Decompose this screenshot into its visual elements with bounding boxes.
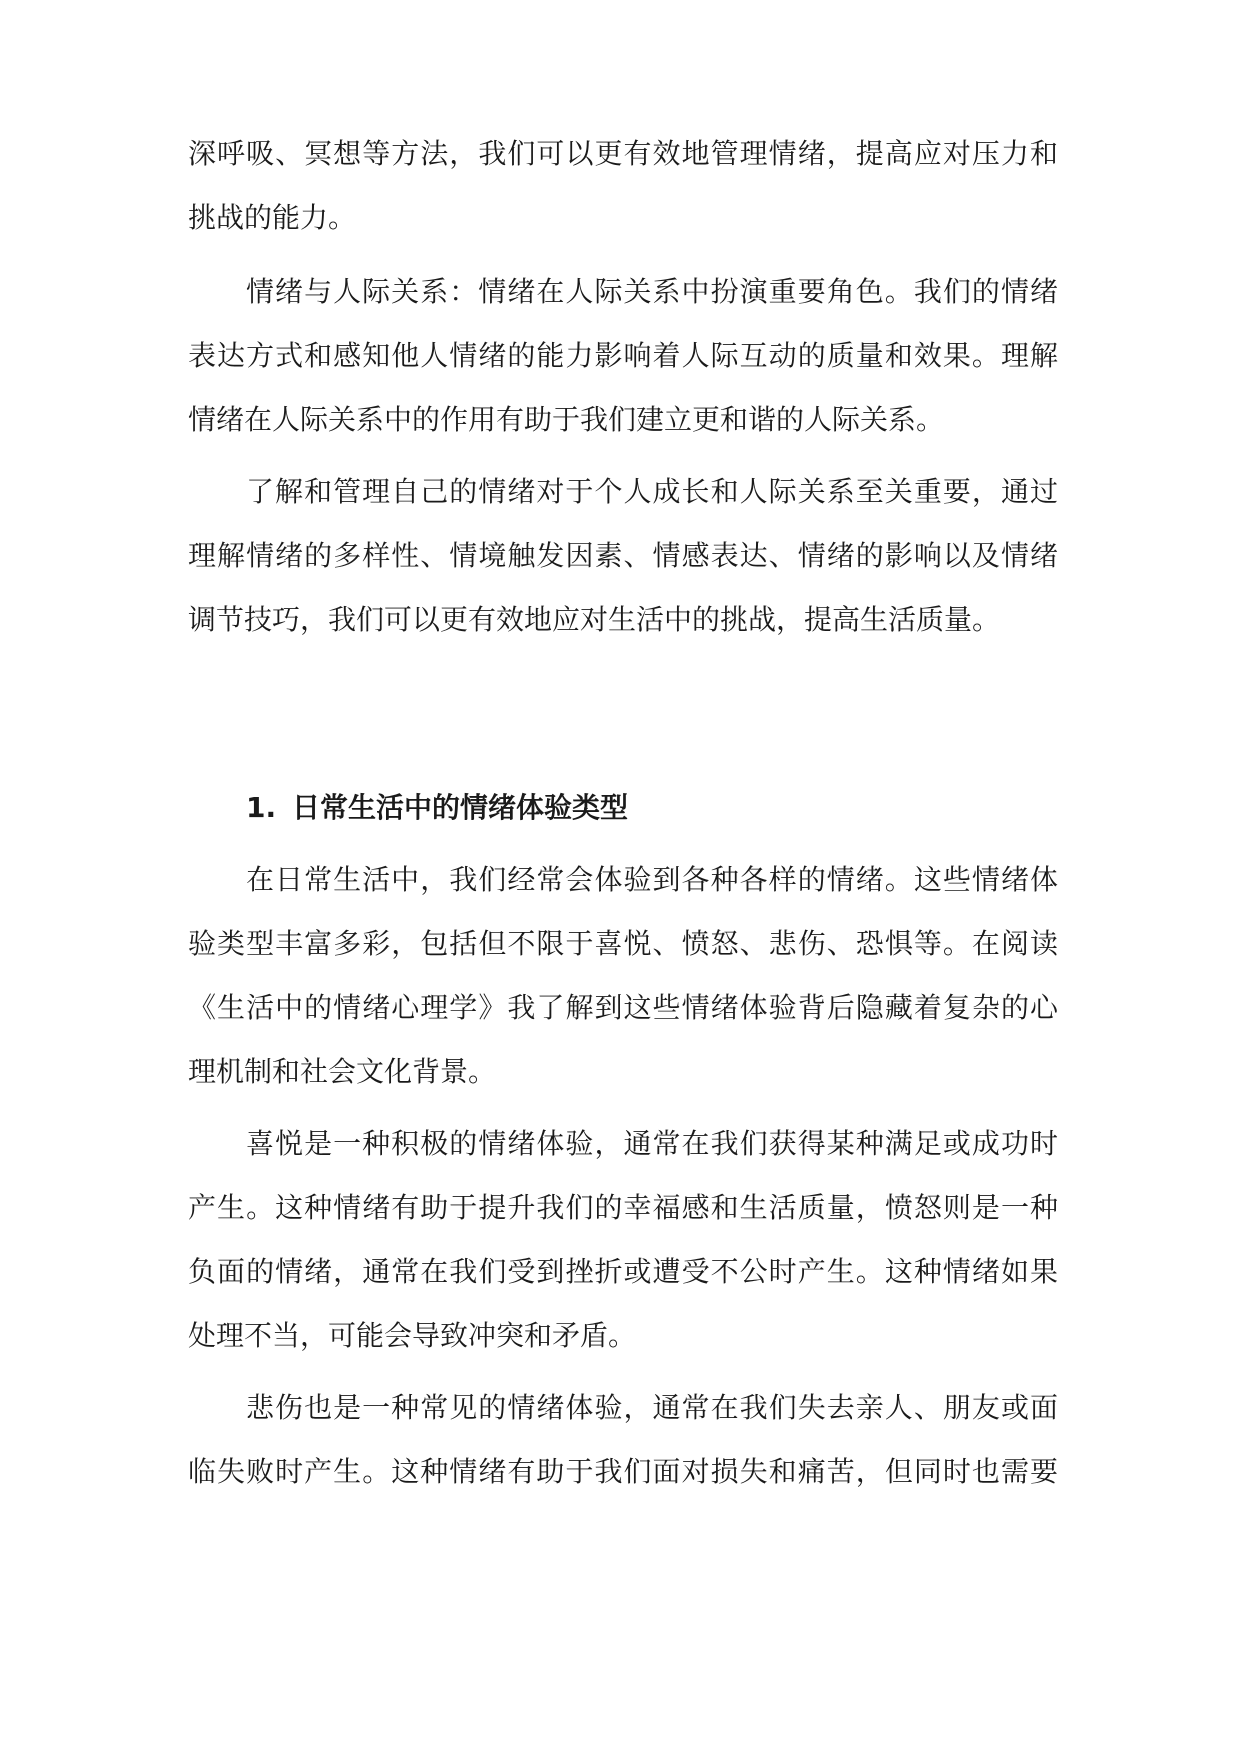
- section-heading-title: 日常生活中的情绪体验类型: [292, 791, 629, 824]
- paragraph-line: 验类型丰富多彩，包括但不限于喜悦、愤怒、悲伤、恐惧等。在阅读: [188, 927, 1058, 960]
- paragraph-line: 产生。这种情绪有助于提升我们的幸福感和生活质量，愤怒则是一种: [188, 1191, 1058, 1224]
- paragraph-line: 处理不当，可能会导致冲突和矛盾。: [188, 1319, 637, 1352]
- paragraph-line: 理机制和社会文化背景。: [188, 1055, 497, 1088]
- paragraph-line: 深呼吸、冥想等方法，我们可以更有效地管理情绪，提高应对压力和: [188, 137, 1058, 170]
- paragraph-line: 表达方式和感知他人情绪的能力影响着人际互动的质量和效果。理解: [188, 339, 1058, 372]
- paragraph-line: 喜悦是一种积极的情绪体验，通常在我们获得某种满足或成功时: [246, 1127, 1058, 1160]
- section-heading: [246, 788, 628, 828]
- paragraph-line: 了解和管理自己的情绪对于个人成长和人际关系至关重要，通过: [246, 475, 1058, 508]
- paragraph-line: 《生活中的情绪心理学》我了解到这些情绪体验背后隐藏着复杂的心: [188, 991, 1058, 1024]
- paragraph-line: 挑战的能力。: [188, 201, 357, 234]
- section-heading-number: 1.: [246, 791, 277, 824]
- paragraph-line: 理解情绪的多样性、情境触发因素、情感表达、情绪的影响以及情绪: [188, 539, 1058, 572]
- paragraph-line: 情绪在人际关系中的作用有助于我们建立更和谐的人际关系。: [188, 403, 945, 436]
- paragraph-line: 情绪与人际关系：情绪在人际关系中扮演重要角色。我们的情绪: [246, 275, 1058, 308]
- paragraph-line: 调节技巧，我们可以更有效地应对生活中的挑战，提高生活质量。: [188, 603, 1001, 636]
- paragraph-line: 悲伤也是一种常见的情绪体验，通常在我们失去亲人、朋友或面: [246, 1391, 1058, 1424]
- paragraph-line: 临失败时产生。这种情绪有助于我们面对损失和痛苦，但同时也需要: [188, 1455, 1058, 1488]
- paragraph-line: 负面的情绪，通常在我们受到挫折或遭受不公时产生。这种情绪如果: [188, 1255, 1058, 1288]
- paragraph-line: 在日常生活中，我们经常会体验到各种各样的情绪。这些情绪体: [246, 863, 1058, 896]
